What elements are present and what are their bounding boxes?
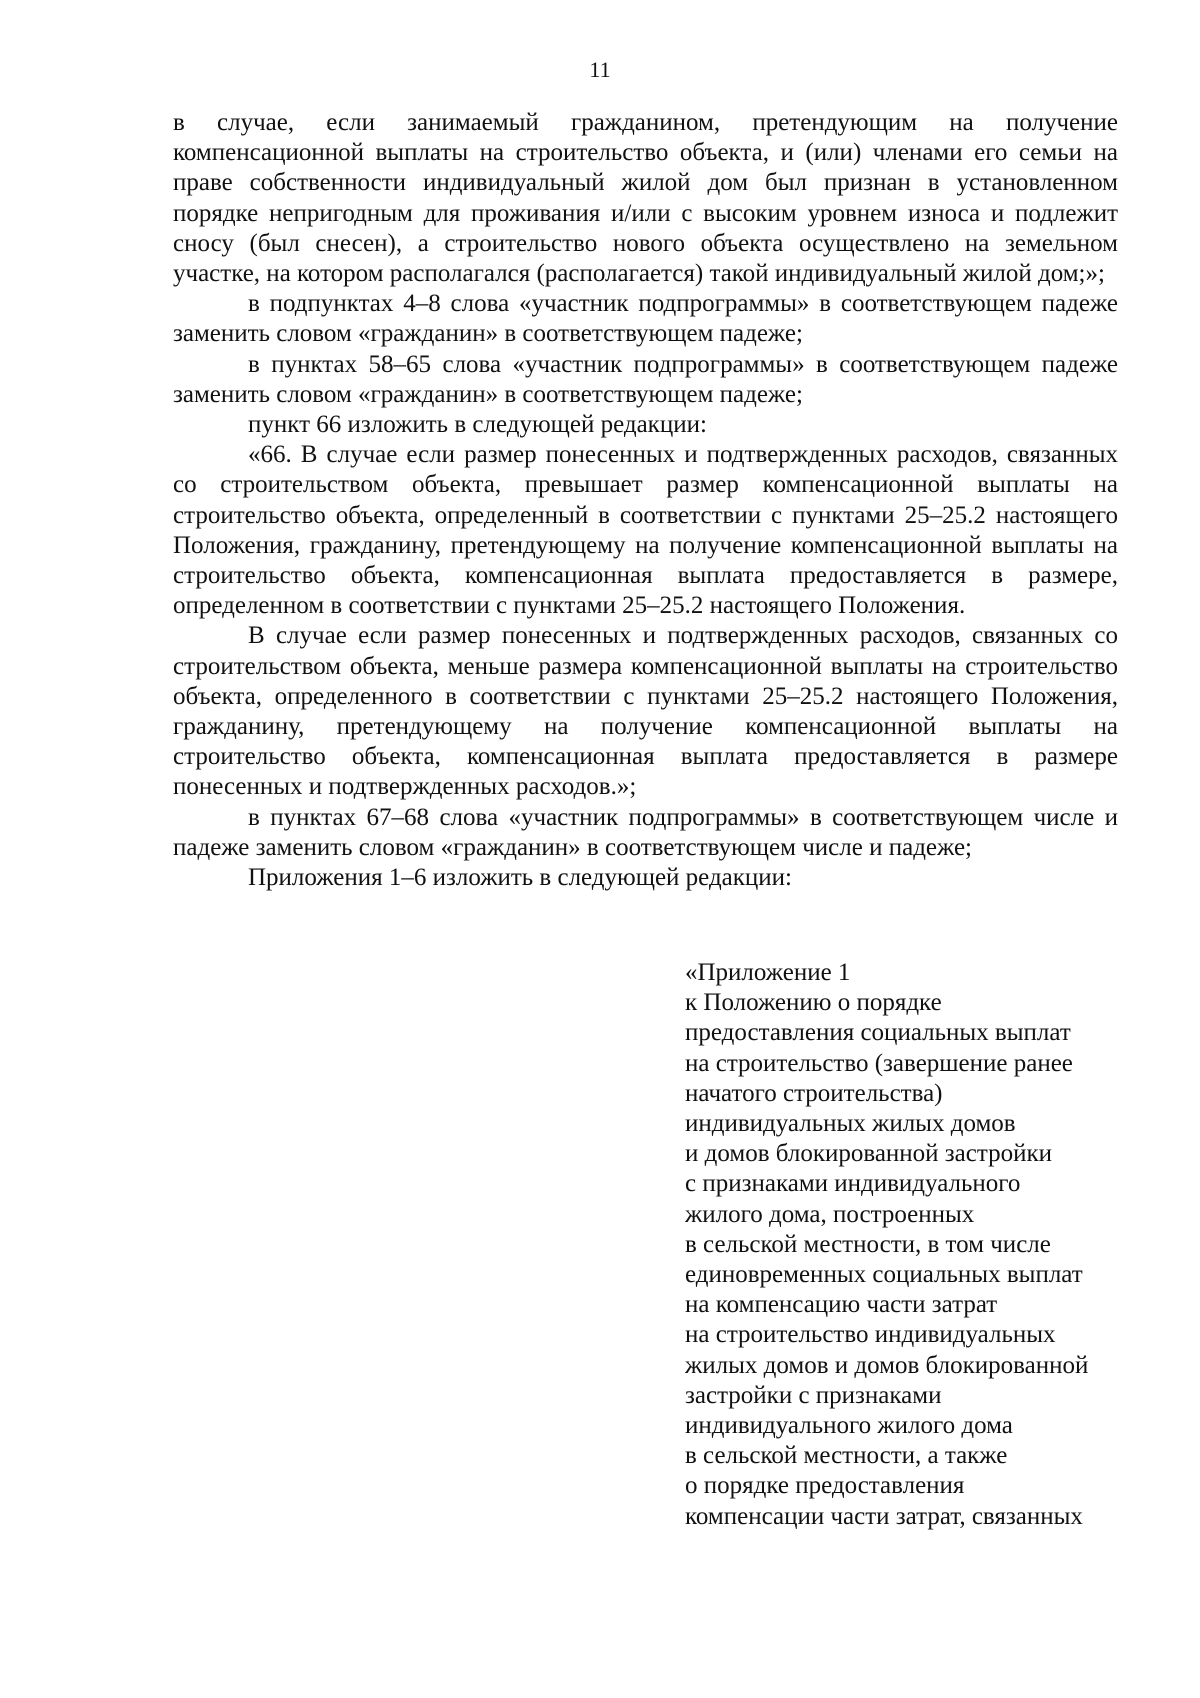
appendix-line: жилых домов и домов блокированной (685, 1351, 1089, 1379)
appendix-line: единовременных социальных выплат (685, 1261, 1083, 1289)
appendix-header (685, 958, 1145, 1532)
paragraph-items-67-68: в пунктах 67–68 слова «участник подпрограммы» в соответствующем числе и падеже заменить словом «гражданин» в соответствующем числе и падеже; (173, 803, 1118, 861)
appendix-line: «Приложение 1 (685, 959, 851, 986)
paragraph-item-66-second: В случае если размер понесенных и подтвержденных расходов, связанных со строительством объекта, меньше размера компенсационной выплаты на строительство объекта, определенного в соответствии с пунктами 25–25.2 настоящего Положения, гражданину, претендующему на получение компенсационной выплаты на строительство объекта, компенсационная выплата предоставляется в размере понесенных и подтвержденных расходов.»; (173, 622, 1118, 801)
appendix-line: жилого дома, построенных (685, 1200, 975, 1228)
appendix-line: компенсации части затрат, связанных (685, 1502, 1083, 1530)
appendix-line: о порядке предоставления (685, 1472, 965, 1500)
appendix-line: и домов блокированной застройки (685, 1140, 1053, 1168)
appendix-line: к Положению о порядке (685, 989, 942, 1017)
appendix-line: индивидуальных жилых домов (685, 1110, 1016, 1138)
paragraph-house-demolition: в случае, если занимаемый гражданином, претендующим на получение компенсационной выплаты на строительство объекта, и (или) членами его семьи на праве собственности индивидуальный жилой дом был признан в установленном порядке непригодным для проживания и/или с высоким уровнем износа и подлежит сносу (был снесен), а строительство нового объекта осуществлено на земельном участке, на котором располагался (располагается) такой индивидуальный жилой дом;»; (173, 109, 1118, 288)
page-number: 11 (589, 57, 611, 82)
paragraph-appendices-intro: Приложения 1–6 изложить в следующей редакции: (248, 864, 792, 892)
appendix-line: на строительство индивидуальных (685, 1321, 1056, 1349)
appendix-line: начатого строительства) (685, 1079, 943, 1107)
paragraph-subitems-4-8: в подпунктах 4–8 слова «участник подпрограммы» в соответствующем падеже заменить словом «гражданин» в соответствующем падеже; (173, 290, 1118, 348)
paragraph-items-58-65: в пунктах 58–65 слова «участник подпрограммы» в соответствующем падеже заменить словом «гражданин» в соответствующем падеже; (173, 350, 1118, 408)
appendix-line: предоставления социальных выплат (685, 1019, 1071, 1047)
appendix-line: с признаками индивидуального (685, 1170, 1021, 1198)
appendix-line: застройки с признаками (685, 1381, 942, 1409)
appendix-line: индивидуального жилого дома (685, 1412, 1013, 1440)
appendix-line: в сельской местности, а также (685, 1442, 1008, 1470)
appendix-line: на компенсацию части затрат (685, 1291, 998, 1319)
appendix-line: в сельской местности, в том числе (685, 1230, 1051, 1258)
appendix-line: на строительство (завершение ранее (685, 1049, 1073, 1077)
document-body (173, 108, 1118, 893)
paragraph-item-66-text: «66. В случае если размер понесенных и подтвержденных расходов, связанных со строительством объекта, превышает размер компенсационной выплаты на строительство объекта, определенный в соответствии с пунктами 25–25.2 настоящего Положения, гражданину, претендующему на получение компенсационной выплаты на строительство объекта, компенсационная выплата предоставляется в размере, определенном в соответствии с пунктами 25–25.2 настоящего Положения. (173, 441, 1118, 620)
paragraph-item-66-intro: пункт 66 изложить в следующей редакции: (248, 411, 707, 439)
